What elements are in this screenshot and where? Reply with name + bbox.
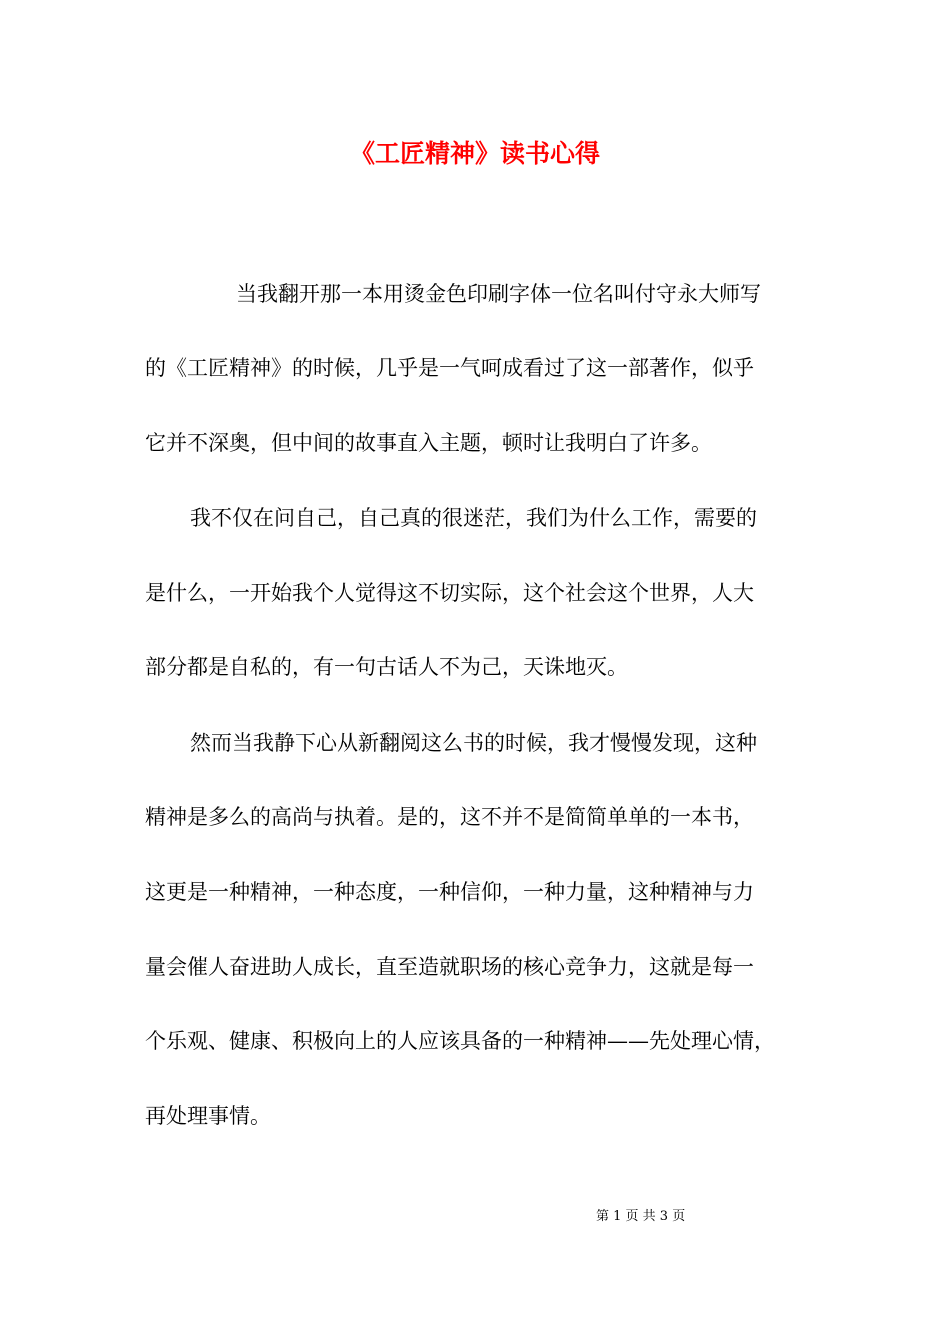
- paragraph-3-line-5: 个乐观、健康、积极向上的人应该具备的一种精神——先处理心情，: [145, 1029, 775, 1053]
- paragraph-3-line-1: 然而当我静下心从新翻阅这么书的时候，我才慢慢发现，这种: [190, 731, 757, 755]
- paragraph-2-line-2: 是什么，一开始我个人觉得这不切实际，这个社会这个世界，人大: [145, 581, 754, 605]
- paragraph-1-line-2: 的《工匠精神》的时候，几乎是一气呵成看过了这一部著作，似乎: [145, 356, 754, 380]
- paragraph-1-line-3: 它并不深奥，但中间的故事直入主题，顿时让我明白了许多。: [145, 431, 712, 455]
- paragraph-2-line-3: 部分都是自私的，有一句古话人不为己，天诛地灭。: [145, 655, 628, 679]
- paragraph-3-line-3: 这更是一种精神，一种态度，一种信仰，一种力量，这种精神与力: [145, 880, 754, 904]
- page-number-footer: 第 1 页 共 3 页: [596, 1209, 686, 1224]
- paragraph-2-line-1: 我不仅在问自己，自己真的很迷茫，我们为什么工作，需要的: [190, 506, 757, 530]
- paragraph-3-line-6: 再处理事情。: [145, 1104, 271, 1128]
- paragraph-3-line-4: 量会催人奋进助人成长，直至造就职场的核心竞争力，这就是每一: [145, 955, 754, 979]
- paragraph-3-line-2: 精神是多么的高尚与执着。是的，这不并不是简简单单的一本书，: [145, 805, 754, 829]
- document-title: 《工匠精神》读书心得: [349, 139, 600, 168]
- paragraph-1-line-1: 当我翻开那一本用烫金色印刷字体一位名叫付守永大师写: [236, 282, 761, 306]
